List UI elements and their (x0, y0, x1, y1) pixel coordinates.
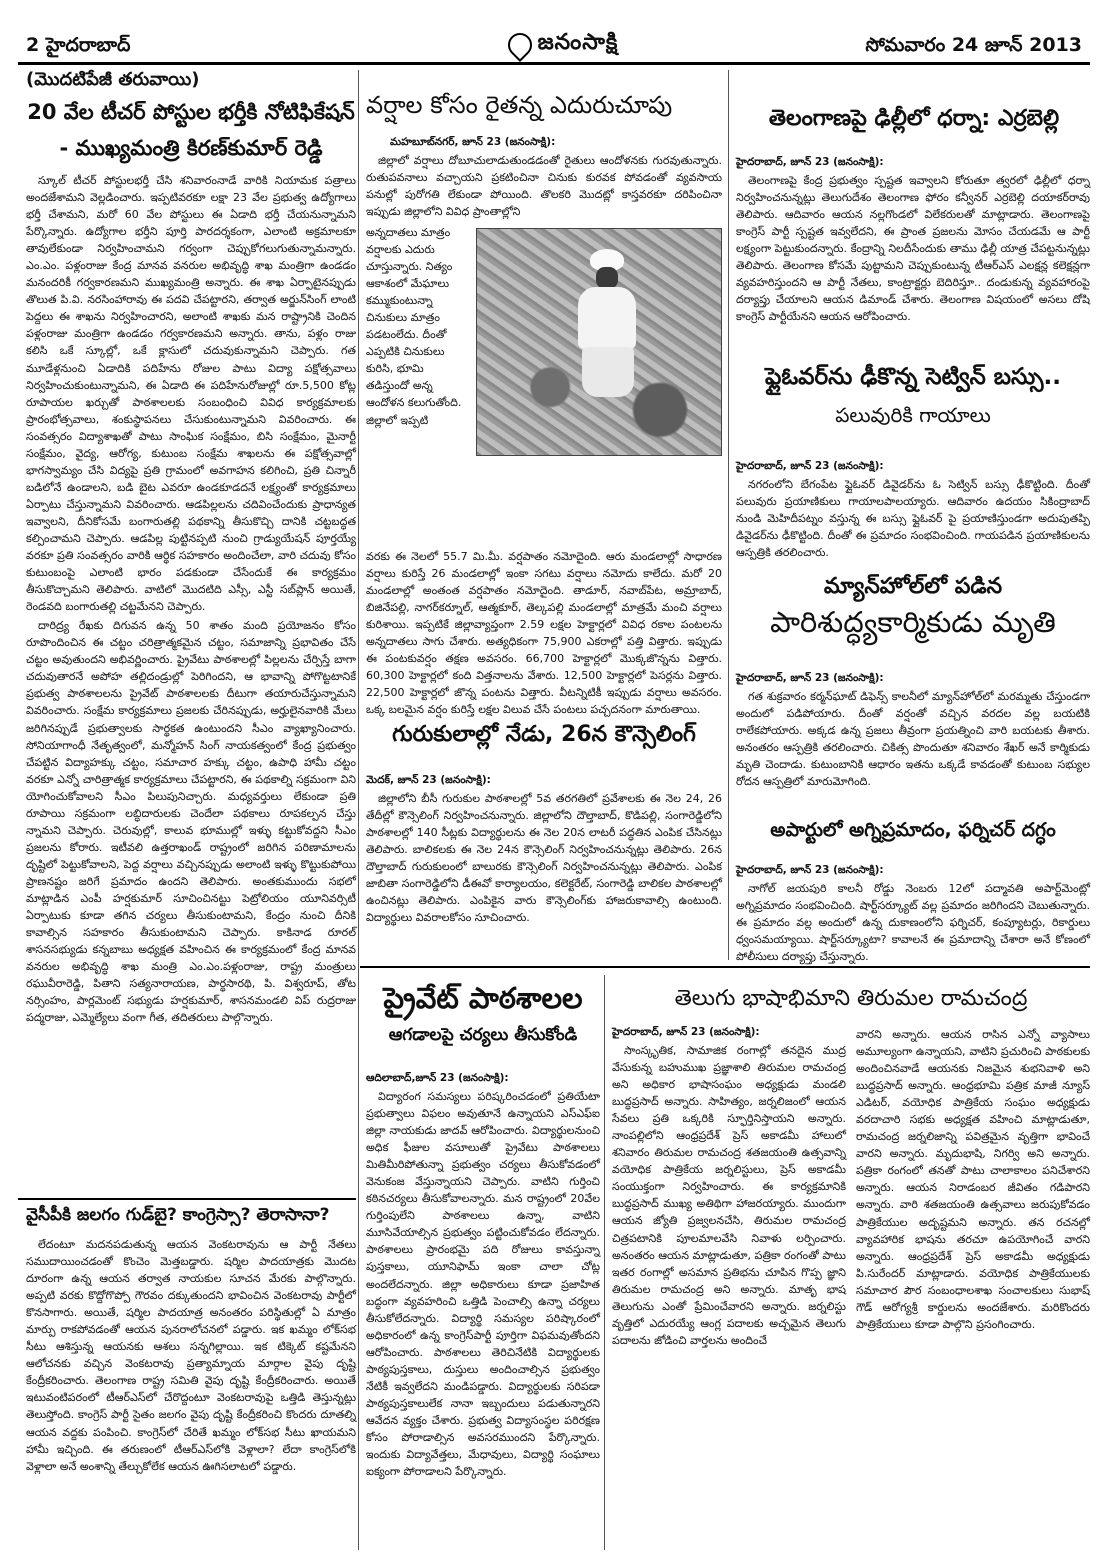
subheadline-injuries: పలువురికి గాయాలు (835, 403, 991, 427)
article-paragraph: తెలంగాణపై కేంద్ర ప్రభుత్వం స్పష్టత ఇవ్వాలని కోరుతూ త్వరలో ఢిల్లీలో ధర్నా నిర్వహించనున్నట్లు తెలుగుదేశం తెలంగాణ ఫోరం కన్వీనర్ ఎర్రబెల్లి దయాకర్‌రావు తెలిపారు. ఆదివారం ఆయన నల్లగొండలో విలేకరులతో మాట్లాడారు. తెలంగాణపై కాంగ్రెస్ పార్టీ స్పష్టత ఇవ్వలేదని, ఈ ప్రాంత ప్రజలను మోసం చేయడమే ఆ పార్టీ లక్ష్యంగా పెట్టుకుందన్నారు. కేంద్రాన్ని నిలదీసేందుకు తాము ఢిల్లీ యాత్ర చేపట్టనున్నట్లు తెలిపారు. తెలంగాణ కోసమే పుట్టామని చెప్పుకుంటున్న టీఆర్ఎస్ ఎలక్షన్ల కలెక్షన్లగా వ్యవహరిస్తుందని ఆ పార్టీ నేతలు, కాంట్రాక్టర్లు బెదిరిస్తూ.. దండుకున్న వ్యవహారంపై దర్యాప్తు చేయాలని ఆయన డిమాండ్ చేశారు. తెలంగాణ విషయంలో అసలు దోషి కాంగ్రెస్ పార్టీయేనని ఆయన ఆరోపించారు. (736, 174, 1090, 324)
column-divider (604, 975, 605, 1550)
headline-gurukul-counselling: గురుకులాల్లో నేడు, 26న కౌన్సెలింగ్ (392, 722, 696, 747)
article-farmers-side (366, 224, 470, 546)
article-paragraph: వారని అన్నారు. ఆయన రాసిన ఎన్నో వ్యాసాలు అమూల్యంగా ఉన్నాయని, వాటిని ప్రచురించి పాఠకులకు అందించినవాడే ఆయనకు నిజమైన శుభనివాళి అని బుద్ధప్రసాద్ అన్నారు. ఆంధ్రభూమి పత్రిక మాజీ న్యూస్ ఎడిటర్, వయోధిక పాత్రికేయ సంఘం అధ్యక్షుడు వరదాచారి సభకు అధ్యక్షత వహించి మాట్లాడుతూ, రామచంద్ర జర్నలిజాన్ని పవిత్రమైన వృత్తిగా భావించే వారని అన్నారు. మృదుభాషి, నిగర్వి అని అన్నారు. పత్రికా రంగంలో తనతో పాటు చాలాకాలం పనిచేశారని అన్నారు. ఆయన నిరాడంబర జీవితం గడిపారని అన్నారు. వారి శతజయంతి ఉత్సవాలు జరుపుకోవడం పాత్రికేయుల అదృష్టమని అన్నారు. తన రచనల్లో వ్యావహారిక భాషను తరచూ ఉపయోగించే వారని అన్నారు. ఆంధ్రప్రదేశ్ ప్రెస్ అకాడమీ అధ్యక్షుడు పి.సురేందర్ మాట్లాడారు. వయోధిక పాత్రికేయులకు సమాచార పౌర సంబంధాలశాఖ సంచాలకులు సుభాష్ గౌడ్ ఆరోగ్యశ్రీ కార్డులను అందజేశారు. మరికొందరు పాత్రికేయులు కూడా పాల్గొని ప్రసంగించారు. (856, 1028, 1090, 1331)
headline-apartment-fire: అపార్టులో అగ్నిప్రమాదం, ఫర్నిచర్ దగ్ధం (770, 819, 1056, 841)
article-tirumala-ramachandra-b (856, 1026, 1090, 1550)
article-paragraph: నగరంలోని బేగంపేట ఫ్లైఓవర్ డివైడర్‌ను ఓ సెట్విన్ బస్సు ఢీకొట్టింది. దీంతో పలువురు ప్రయాణికులు గాయాలపాలయ్యారు. ఆదివారం ఉదయం సికింద్రాబాద్ నుండి మెహిదీపట్నం వస్తున్న ఈ బస్సు ఫ్లైఓవర్ పై ప్రయాణిస్తుండగా అదుపుతప్పి డివైడర్‌ను ఢీకొట్టింది. దీంతో ఈ ప్రమాదం సంభవించింది. గాయపడిన ప్రయాణికులను ఆస్పత్రికి తరలించారు. (736, 478, 1090, 560)
dateline: హైదరాబాద్, జూన్ 23 (జనంసాక్షి): (736, 156, 884, 168)
farmer-figure (572, 249, 642, 399)
headline-teacher-posts: 20 వేల టీచర్ పోస్టుల భర్తీకి నోటిఫికేషన్ (27, 100, 355, 124)
column-divider (728, 70, 729, 960)
article-paragraph: జిల్లాలోని బీసీ గురుకుల పాఠశాలల్లో 5వ తరగతిలో ప్రవేశాలకు ఈ నెల 24, 26 తేదీల్లో కౌన్సెలింగ్ నిర్వహించనున్నారు. జిల్లాలోని దౌల్తాబాద్, కొడిపల్లి, సంగారెడ్డిలోని పాఠశాలల్లో 140 సీట్లకు విద్యార్థులను ఈ నెల 20న లాటరీ పద్ధతిన ఎంపిక చేసినట్లు తెలిపారు. బాలికలకు ఈ నెల 24న కౌన్సెలింగ్ నిర్వహించనున్నట్లు తెలిపారు. 26న దౌల్తాబాద్ గురుకులంలో బాలురకు కౌన్సెలింగ్ నిర్వహించనున్నట్లు తెలిపారు. ఎంపిక జాబితా సంగారెడ్డిలోని డీఈవో కార్యాలయం, కలెక్టరేట్, సంగారెడ్డి బాలికల పాఠశాలల్లో ఉంచినట్లు తెలిపారు. ఎంపికైన వారు కౌన్సెలింగ్‌కు హాజరుకావాల్సి ఉంటుంది. విద్యార్థులు వివరాలకోసం సూచించారు. (366, 792, 722, 925)
article-gurukul-counselling (366, 790, 722, 958)
article-tirumala-ramachandra-a (612, 1042, 846, 1550)
face (596, 267, 618, 289)
headline-tirumala-ramachandra: తెలుగు భాషాభిమాని తిరుమల రామచంద్ర (674, 986, 1028, 1011)
article-paragraph: సాంస్కృతిక, సామాజిక రంగాల్లో తనదైన ముద్ర వేసుకున్న బహుముఖ ప్రజ్ఞాశాలి తిరుమల రామచంద్ర అని అధికార భాషాసంఘం అధ్యక్షుడు మండలి బుద్ధప్రసాద్ అన్నారు. సాహిత్యం, జర్నలిజంలో ఆయన సేవలు ప్రతి ఒక్కరికి స్ఫూర్తినిస్తాయని అన్నారు. నాంపల్లిలోని ఆంధ్రప్రదేశ్ ప్రెస్ అకాడమీ హాలులో శనివారం తిరుమల రామచంద్ర శతజయంతి ఉత్సవాన్ని వయోధిక పాత్రికేయ జర్నలిస్టులు, ప్రెస్ అకాడమీ సంయుక్తంగా నిర్వహించారు. ఈ కార్యక్రమానికి బుద్ధప్రసాద్ ముఖ్య అతిథిగా హాజరయ్యారు. ముందుగా ఆయన జ్యోతి ప్రజ్వలనచేసి, తిరుమల రామచంద్ర చిత్రపటానికి పూలమాలవేసి నివాళు లర్పించారు. అనంతరం ఆయన మాట్లాడుతూ, పత్రికా రంగంతో పాటు ఇతర రంగాల్లో అసమాన ప్రతిభను చూపిన గొప్ప జ్ఞాని తిరుమల రామచంద్ర అని అన్నారు. మాతృ భాష తెలుగును ఎంతో ప్రేమించేవారని అన్నారు. జర్నలిస్టు వృత్తిలో ఎదురయ్యే ఆంగ్ల పదాలకు అచ్చమైన తెలుగు పదాలను జోడించి వార్తలను అందించే (612, 1044, 846, 1347)
headline-manhole: మ్యాన్‌హోల్‌లో పడిన (823, 574, 1003, 599)
newspaper-logo (478, 28, 648, 62)
article-apartment-fire (736, 880, 1090, 964)
subheadline-cm: - ముఖ్యమంత్రి కిరణ్‌కుమార్ రెడ్డి (59, 136, 323, 160)
article-paragraph: విద్యారంగ సమస్యలు పరిష్కరించడంలో ప్రతియేటా ప్రభుత్వాలు విఫలం అవుతూనే ఉన్నాయని ఎస్‌ఎఫ్‌ఐ జిల్లా నాయకుడు జాదవ్ ఆరోపించారు. విద్యార్థులనుంచి అధిక ఫీజుల వసూలుతో ప్రైవేటు పాఠశాలలు మితిమీరిపోతున్నా ప్రభుత్వం చర్యలు తీసుకోవడంలో వెనుకంజ వేస్తున్నాయని చెప్పారు. వాటిని గుర్తించి కఠినచర్యలు తీసుకోవాలన్నారు. మన రాష్ట్రంలో 20వేల గుర్తింపులేని పాఠశాలలు ఉన్నా, వాటిని మూసివేయాల్సిన ప్రభుత్వం పట్టించుకోవడం లేదన్నారు. పాఠశాలలు ప్రారంభమై పది రోజులు కావస్తున్నా పుస్తకాలు, యూనిఫామ్ ఇంకా చాలా చోట్ల అందలేదన్నారు. జిల్లా అధికారులు కూడా ప్రజాహిత బద్ధంగా వ్యవహరించి ఒత్తిడి పెంచాల్సి ఉన్నా చర్యలు తీసుకోలేదన్నారు. విద్యార్థి సమస్యల పరిష్కారంలో అధికారంలో ఉన్న కాంగ్రెస్‌పార్టీ పూర్తిగా విఫమవుతోందని ఆరోపించారు. పాఠశాలలు తెరిచినేటికి విద్యార్థులకు పాఠ్యపుస్తకాలు, దుస్తులు అందించాల్సిన ప్రభుత్వం నేటికీ ఇవ్వలేదని మండిపడ్డారు. విద్యార్థులకు సరిపడా పాఠ్యపుస్తకాలులేక నానా ఇబ్బందులు పడుతున్నారని ఆవేదన వ్యక్తం చేశారు. ప్రభుత్వ విద్యాసంస్థల పరిరక్షణ కోసం పోరాడాల్సిన అవసరముందని పేర్కొన్నారు. ఇందుకు విద్యావేత్తలు, మేధావులు, విద్యార్థి సంఘాలు ఐక్యంగా పోరాడాలని పేర్కొన్నారు. (366, 1090, 600, 1479)
article-paragraph: నాగోల్ జయపురి కాలనీ రోడ్డు నెంబరు 12లో పద్మావతి అపార్ట్‌మెంట్లో అగ్నిప్రమాదం సంభవించింది. షార్ట్‌సర్క్యూట్ వల్ల ప్రమాదం జరిగిందని చెబుతున్నారు. ఈ ప్రమాదం వల్ల అందులో ఉన్న దుకాణంలోని ఫర్నిచర్, కంప్యూటర్లు, రికార్డులు ధ్వంసమయ్యాయి. షార్ట్‌సర్క్యూటా? కావాలనే ఈ ప్రమాదాన్ని చేశారా అనే కోణంలో పోలీసులు దర్యాప్తు చేస్తున్నారు. (736, 882, 1090, 964)
headline-farmers-rain: వర్షాల కోసం రైతన్న ఎదురుచూపు (366, 91, 673, 119)
leaf-icon (503, 28, 537, 62)
article-teacher-posts (26, 172, 356, 1194)
logo-text: జనంసాక్షి (537, 30, 619, 55)
continued-label: (మొదటిపేజీ తరువాయి) (26, 69, 200, 90)
article-manhole (736, 688, 1090, 806)
article-paragraph: దారిద్ర్య రేఖకు దిగువన ఉన్న 50 శాతం మంది ప్రయోజనం కోసం రూపొందించిన ఈ చట్టం చరిత్రాత్మకమైన చట్టం, సమాజాన్ని ప్రభావితం చేసే చట్టం అవుతుందని అభివర్ణించారు. ప్రైవేటు పాఠశాలల్లో పిల్లలను చేర్పిస్తే బాగా చదువుతారనే అపోహ తల్లిదండ్రుల్లో పెరిగిందని, ఆ భావాన్ని పోగొట్టటానికే ప్రభుత్వ పాఠశాలలను ప్రైవేట్ పాఠశాలలకు దీటుగా తయారుచేస్తున్నామని వివరించారు. సంక్షేమ కార్యక్రమాలు ప్రజలకు చేరినప్పుడు, అర్హులైనవారికి మేలు జరిగినప్పుడే ప్రభుత్వాలకు సార్థకత ఉంటుందని సీఎం వ్యాఖ్యానించారు. సోనియాగాంధీ నేతృత్వంలో, మన్మోహన్ సింగ్ నాయకత్వంలో కేంద్ర ప్రభుత్వం చేపట్టిన విద్యాహక్కు చట్టం, సమాచార హక్కు చట్టం, ఉపాధి హామీ చట్టం వరకూ ఎన్నో చారిత్రాత్మక కార్యక్రమాలు చేపట్టారని, ఈ పథకాల్ని సక్రమంగా విని యోగించుకోవాలని సీఎం పిలుపునిచ్చారు. మధ్యవర్తులు లేకుండా ప్రతి రూపాయి సక్రమంగా లబ్ధిదారులకు చెందేలా పథకాలు రూపకల్పన చేస్తు న్నామని చెప్పారు. చెరువుల్లో, కాలువ భూముల్లో ఇళ్ళు కట్టుకోవద్దని సీఎం ప్రజలను కోరారు. ఇటీవలి ఉత్తరాఖండ్ రాష్ట్రంలో జరిగిన పరిణామాలను దృష్టిలో పెట్టుకోవాలని, పెద్ద వర్షాలు వచ్చినప్పుడు అలాంటి ఇళ్ళు కొట్టుకుపోయి ప్రాణనష్టం జరిగే ప్రమాదం ఉందని తెలిపారు. అంతకుముందు సభలో మాట్లాడిన ఎంపీ హర్షకుమార్ సూచించినట్టు పెట్రోలియం యూనివర్సిటీ ఏర్పాటుకు కూడా తగిన చర్యలు తీసుకుంటామని, కేంద్రం నుంచి దీనికి కావాల్సిన సహకారం తీసుకుంటామని చెప్పారు. కాకినాడ రూరల్ శాసనసభ్యుడు కన్నబాబు అధ్యక్షత వహించిన ఈ కార్యక్రమంలో కేంద్ర మానవ వనరుల అభివృద్ధి శాఖ మంత్రి ఎం.ఎం.పళ్లంరాజు, రాష్ట్ర మంత్రులు రఘువీరారెడ్డి, పితాని సత్యనారాయణ, పార్థసారథి, పి. విశ్వరూప్, తోట నర్సింహం, పార్లమెంట్ సభ్యుడు హర్షకుమార్, శాసనమండలి విప్ రుద్రరాజు పద్మరాజు, ఎమ్మెల్యేలు వంగా గీత, తదితరులు పాల్గొన్నారు. (26, 619, 356, 1025)
section-rule (360, 966, 1090, 968)
dateline: హైదరాబాద్, జూన్ 23 (జనంసాక్షి): (736, 864, 884, 876)
column-divider (358, 70, 359, 1550)
article-telangana-dharna (736, 172, 1090, 358)
headline-private-schools: ప్రైవేట్ పాఠశాలల (383, 981, 583, 1015)
article-setwin-bus (736, 476, 1090, 568)
subheadline-sanitation-worker: పారిశుద్ధ్యకార్మికుడు మృతి (770, 605, 1056, 639)
page-date: సోమవారం 24 జూన్ 2013 (865, 34, 1082, 56)
headline-setwin-bus: ఫ్లైఓవర్‌ను ఢీకొన్న సెట్విన్ బస్సు.. (765, 364, 1061, 390)
shirt (578, 287, 636, 349)
article-private-schools (366, 1088, 600, 1550)
dateline: మెదక్, జూన్ 23 (జనంసాక్షి): (366, 774, 491, 786)
dhoti (582, 347, 634, 397)
article-paragraph: అన్నదాతలు మాత్రం వర్షాలకు ఎదురు చూస్తున్నారు. నిత్యం ఆకాశంలో మేఘాలు కమ్ముకుంటున్నా చినుకులు మాత్రం పడటంలేదు. దీంతో ఎప్పటికి చినుకులు కురిసి, భూమి తడిస్తుందో అన్న ఆందోళన కలుగుతోంది. జిల్లాలో ఇప్పటి (366, 226, 462, 427)
headline-telangana-dharna: తెలంగాణపై ఢిల్లీలో ధర్నా: ఎర్రబెల్లి (768, 106, 1060, 131)
page-number-city: 2 హైదరాబాద్ (26, 34, 131, 56)
dateline: మహబూబ్‌నగర్, జూన్ 23 (జనంసాక్షి): (390, 136, 556, 148)
subheadline-private-schools: ఆగడాలపై చర్యలు తీసుకోండి (388, 1025, 578, 1045)
section-rule (18, 1198, 356, 1200)
article-farmers-top (366, 152, 722, 222)
photo-farmer-dry-field (476, 228, 722, 456)
dateline: హైదరాబాద్, జూన్ 23 (జనంసాక్షి): (612, 1026, 760, 1038)
article-farmers-rest (366, 548, 722, 717)
masthead-rule (18, 62, 1090, 65)
dateline: ఆదిలాబాద్,జూన్ 23 (జనంసాక్షి): (366, 1072, 509, 1084)
headline-ysrcp-jalagam: వైసీపీకి జలగం గుడ్‌బై? కాంగ్రెస్సా? తెరాసానా? (26, 1205, 330, 1225)
article-paragraph: గత శుక్రవారం కర్మన్‌ఘాట్ డిఫెన్స్ కాలనీలో మ్యాన్‌హోల్‌లో మరమ్మతు చేస్తుండగా అందులో పడిపోయారు. దీంతో వర్షంతో వచ్చిన వరదల వల్ల బయటికి రాలేకపోయారు. అక్కడ ఉన్న ప్రజలు తీవ్రంగా ప్రయత్నించి వారి బయటకు తీశారు. అనంతరం ఆస్పత్రికి తరలించారు. చికిత్స పొందుతూ శనివారం శేఖర్ అనే కార్మికుడు మృతి చెందాడు. కుటుంబానికి ఆధారం ఇతను ఒక్కడే కావడంతో కుటుంబ సభ్యుల రోదన ఆస్పత్రిలో మారుమోగింది. (736, 690, 1090, 789)
dateline: హైదరాబాద్, జూన్ 23 (జనంసాక్షి): (736, 460, 884, 472)
article-paragraph: జిల్లాలో వర్షాలు దోబూచులాడుతుండడంతో రైతులు ఆందోళనకు గురవుతున్నారు. రుతుపవనాలు వచ్చాయని ప్రకటించినా చినుకు కురవక పోవడంతో వ్యవసాయ పనుల్లో పురోగతి లేకుండా పోయింది. తొలకరి మొదట్లో కాస్తవరకూ దరిపించినా ఇప్పుడు జిల్లాలోని వివిధ ప్రాంతాల్లోని (366, 154, 722, 219)
article-paragraph: లేదంటూ మదనపడుతున్న ఆయన వెంకటరావును ఆ పార్టీ నేతలు సముదాయించడంతో కొంచెం మెత్తబడ్డారు. షర్మిల పాదయాత్రకు మొదట దూరంగా ఉన్న ఆయన తర్వాత నాయకుల సూచన మేరకు పాల్గొన్నారు. అప్పటి వరకు కొద్దోగొప్పో గౌరవం దక్కుతుందని భావించిన వెంకటరావు పార్టీలో కొనసాగారు. అయితే, షర్మిల పాదయాత్ర అనంతరం పరిస్థితుల్లో ఏ మాత్రం మార్పు రాకపోవడంతో ఆయన పునరాలోచనలో పడ్డారు. ఇక ఖమ్మం లోక్‌సభ సీటు ఆశిస్తున్న ఆయనకు ఆశలు సన్నగిల్లాయి. ఇక టిక్కెట్ కష్టమేనని ఆలోచనకు వచ్చిన వెంకటరావు ప్రత్యామ్నాయ మార్గాల వైపు దృష్టి కేంద్రీకరించారు. తెలంగాణ రాష్ట్ర సమితి వైపు దృష్టి కేంద్రీకరించారు. అయితే ఇటువంటిపరంలో టీఆర్ఎస్‌లో చేరొద్దంటూ వెంకటరావుపై ఒత్తిడి తెస్తున్నట్లు తెలుస్తోంది. కాంగ్రెస్ పార్టీ సైతం జలగం వైపు దృష్టి కేంద్రీకరించి కొందరు దూతల్ని ఆయన వద్దకు పంపించి. కాంగ్రెస్‌లో చేరితే ఖమ్మం లోక్‌సభ సీటు ఖాయమని హామీ ఇచ్చింది. ఈ తరుణంలో టీఆర్ఎస్‌లోకి వెళ్లాలా? లేదా కాంగ్రెస్‌లోకి వెళ్లాలా అనే అంశాన్ని తేల్చుకోలేక ఆయన ఊగిసలాటలో పడ్డారు. (26, 1238, 356, 1473)
dateline: హైదరాబాద్, జూన్ 23 (జనంసాక్షి): (736, 672, 884, 684)
article-ysrcp-jalagam (26, 1236, 356, 1550)
article-paragraph: వరకు ఈ నెలలో 55.7 మి.మీ. వర్షపాతం నమోదైంది. ఆరు మండలాల్లో సాధారణ వర్షాలు కురిస్తే 26 మండలాల్లో ఇంకా సగటు వర్షాలు నమోదు కాలేదు. మరో 20 మండలాల్లో అంతంత వర్షపాతం నమోదైంది. తాడూర్, నవాబ్‌పేట, అమ్రాబాద్, బిజినేపల్లి, నాగర్‌కర్నూల్, ఆత్మకూర్, తెల్కపల్లి మండలాల్లో మాత్రమే మంచి వర్షాలు కురిశాయి. ఇప్పటికే జిల్లావ్యాప్తంగా 2.59 లక్షల హెక్టార్లలో వివిధ రకాల పంటలను అన్నదాతలు సాగు చేశారు. అత్యధికంగా 75,900 ఎకరాల్లో పత్తి విత్తారు. ఇప్పుడు ఈ పంటకువర్షం తక్షణ అవసరం. 66,700 హెక్టార్లలో మొక్కజొన్నను విత్తారు. 60,300 హెక్టార్లలో కంది విత్తనాలను వేశారు. 12,500 హెక్టార్లలో పెసర్లను విత్తారు. 22,500 హెక్టార్లలో జొన్న పంటను విత్తారు. వీటన్నిటికీ ఇప్పుడు వర్షాలు అవసరం. ఒక్క బలమైన వర్షం కురిస్తే లక్షల విలువ చేసే పంటలు పచ్చదనంగా మారుతాయి. (366, 550, 722, 717)
article-paragraph: స్కూల్ టీచర్ పోస్టులభర్తీ చేసి శనివారంనాడే వారికి నియామక పత్రాలు అందజేశామని వెల్లడించారు. ఇప్పటివరకూ లక్షా 23 వేల ప్రభుత్వ ఉద్యోగాలు భర్తీ చేశామని, మరో 60 వేల పోస్టులు ఈ ఏడాది భర్తీ చేయనున్నామని పేర్కొన్నారు. ఉద్యోగాల భర్తీని పూర్తి పారదర్శకంగా, ఎలాంటి అక్రమాలకూ తావులేకుండా నిర్వహించామని గర్వంగా చెప్పుకోగలుగుతున్నామన్నారు. ఎం.ఎం. పళ్లంరాజు కేంద్ర మానవ వనరుల అభివృద్ధి శాఖ మంత్రిగా ఉండడం మనందరికీ గర్వకారణమని ముఖ్యమంత్రి అన్నారు. ఈ శాఖ ఏర్పాటైనప్పుడు తొలుత పి.వి. నరసింహారావు ఈ పదవి చేపట్టారని, తర్వాత అర్జున్‌సింగ్ లాంటి పెద్దలు ఈ శాఖను నిర్వహించారని, అలాంటి శాఖకు మన రాష్ట్రానికి చెందిన పళ్లంరాజు మంత్రిగా ఉండడం గర్వకారణమని అన్నారు. తాను, పళ్లం రాజు కలిసి ఒకే స్కూల్లో, ఒకే క్లాసులో చదువుకున్నామని చెప్పారు. గత మూడేళ్లనుంచి ఏడాదికి పదిహేను రోజుల పాటు విద్యా పక్షోత్సవాలు నిర్వహించుకుంటున్నామని, ఈ ఏడాది ఈ పదిహేనురోజుల్లో రూ.5,500 కోట్ల రూపాయల ఖర్చుతో పాఠశాలలకు సంబంధించి వివిధ కార్యక్రమాలకు ప్రారంభోత్సవాలు, శంకుస్థాపనలు చేసుకుంటున్నామని వివరించారు. ఈ సంవత్సరం విద్యాశాఖతో పాటు సాంఘిక సంక్షేమం, బిసి సంక్షేమం, మైనార్టీ సంక్షేమం, వైద్య, ఆరోగ్య, కుటుంబ సంక్షేమ శాఖలను ఈ పక్షోత్సవాల్లో భాగస్వామ్యం చేసి విద్యపై ప్రతి గ్రామంలో అవగాహన కలిగించి, ప్రతి చిన్నారీ బడిలోనే ఉండాలని, బడి బైట ఎవరూ ఉండకూడదనే లక్ష్యంతో కార్యక్రమాలు ఏర్పాటు చేస్తున్నామని వివరించారు. ఆడపిల్లలను చదివించేందుకు ప్రాధాన్యత ఇవ్వాలని, దీనికోసమే బంగారుతల్లి పథకాన్ని తీసుకొచ్చి దానికి చట్టబద్ధత కల్పించామని చెప్పారు. ఆడపిల్ల పుట్టినప్పటి నుంచి గ్రాడ్యుయేషన్ పూర్తయ్యే వరకూ ప్రతి సంవత్సరం వారికి ఆర్థిక సహకారం అందించేలా, వారి చదువు కోసం కుటుంబంపై ఎలాంటి భారం పడకుండా చేసేందుకే ఈ కార్యక్రమం తీసుకొచ్చామని తెలిపారు. వాటిలో మొదటిది ఎస్సీ, ఎస్టీ సబ్‌ప్లాన్ అయితే, రెండవది బంగారుతల్లి చట్టమేనని చెప్పారు. (26, 174, 356, 614)
